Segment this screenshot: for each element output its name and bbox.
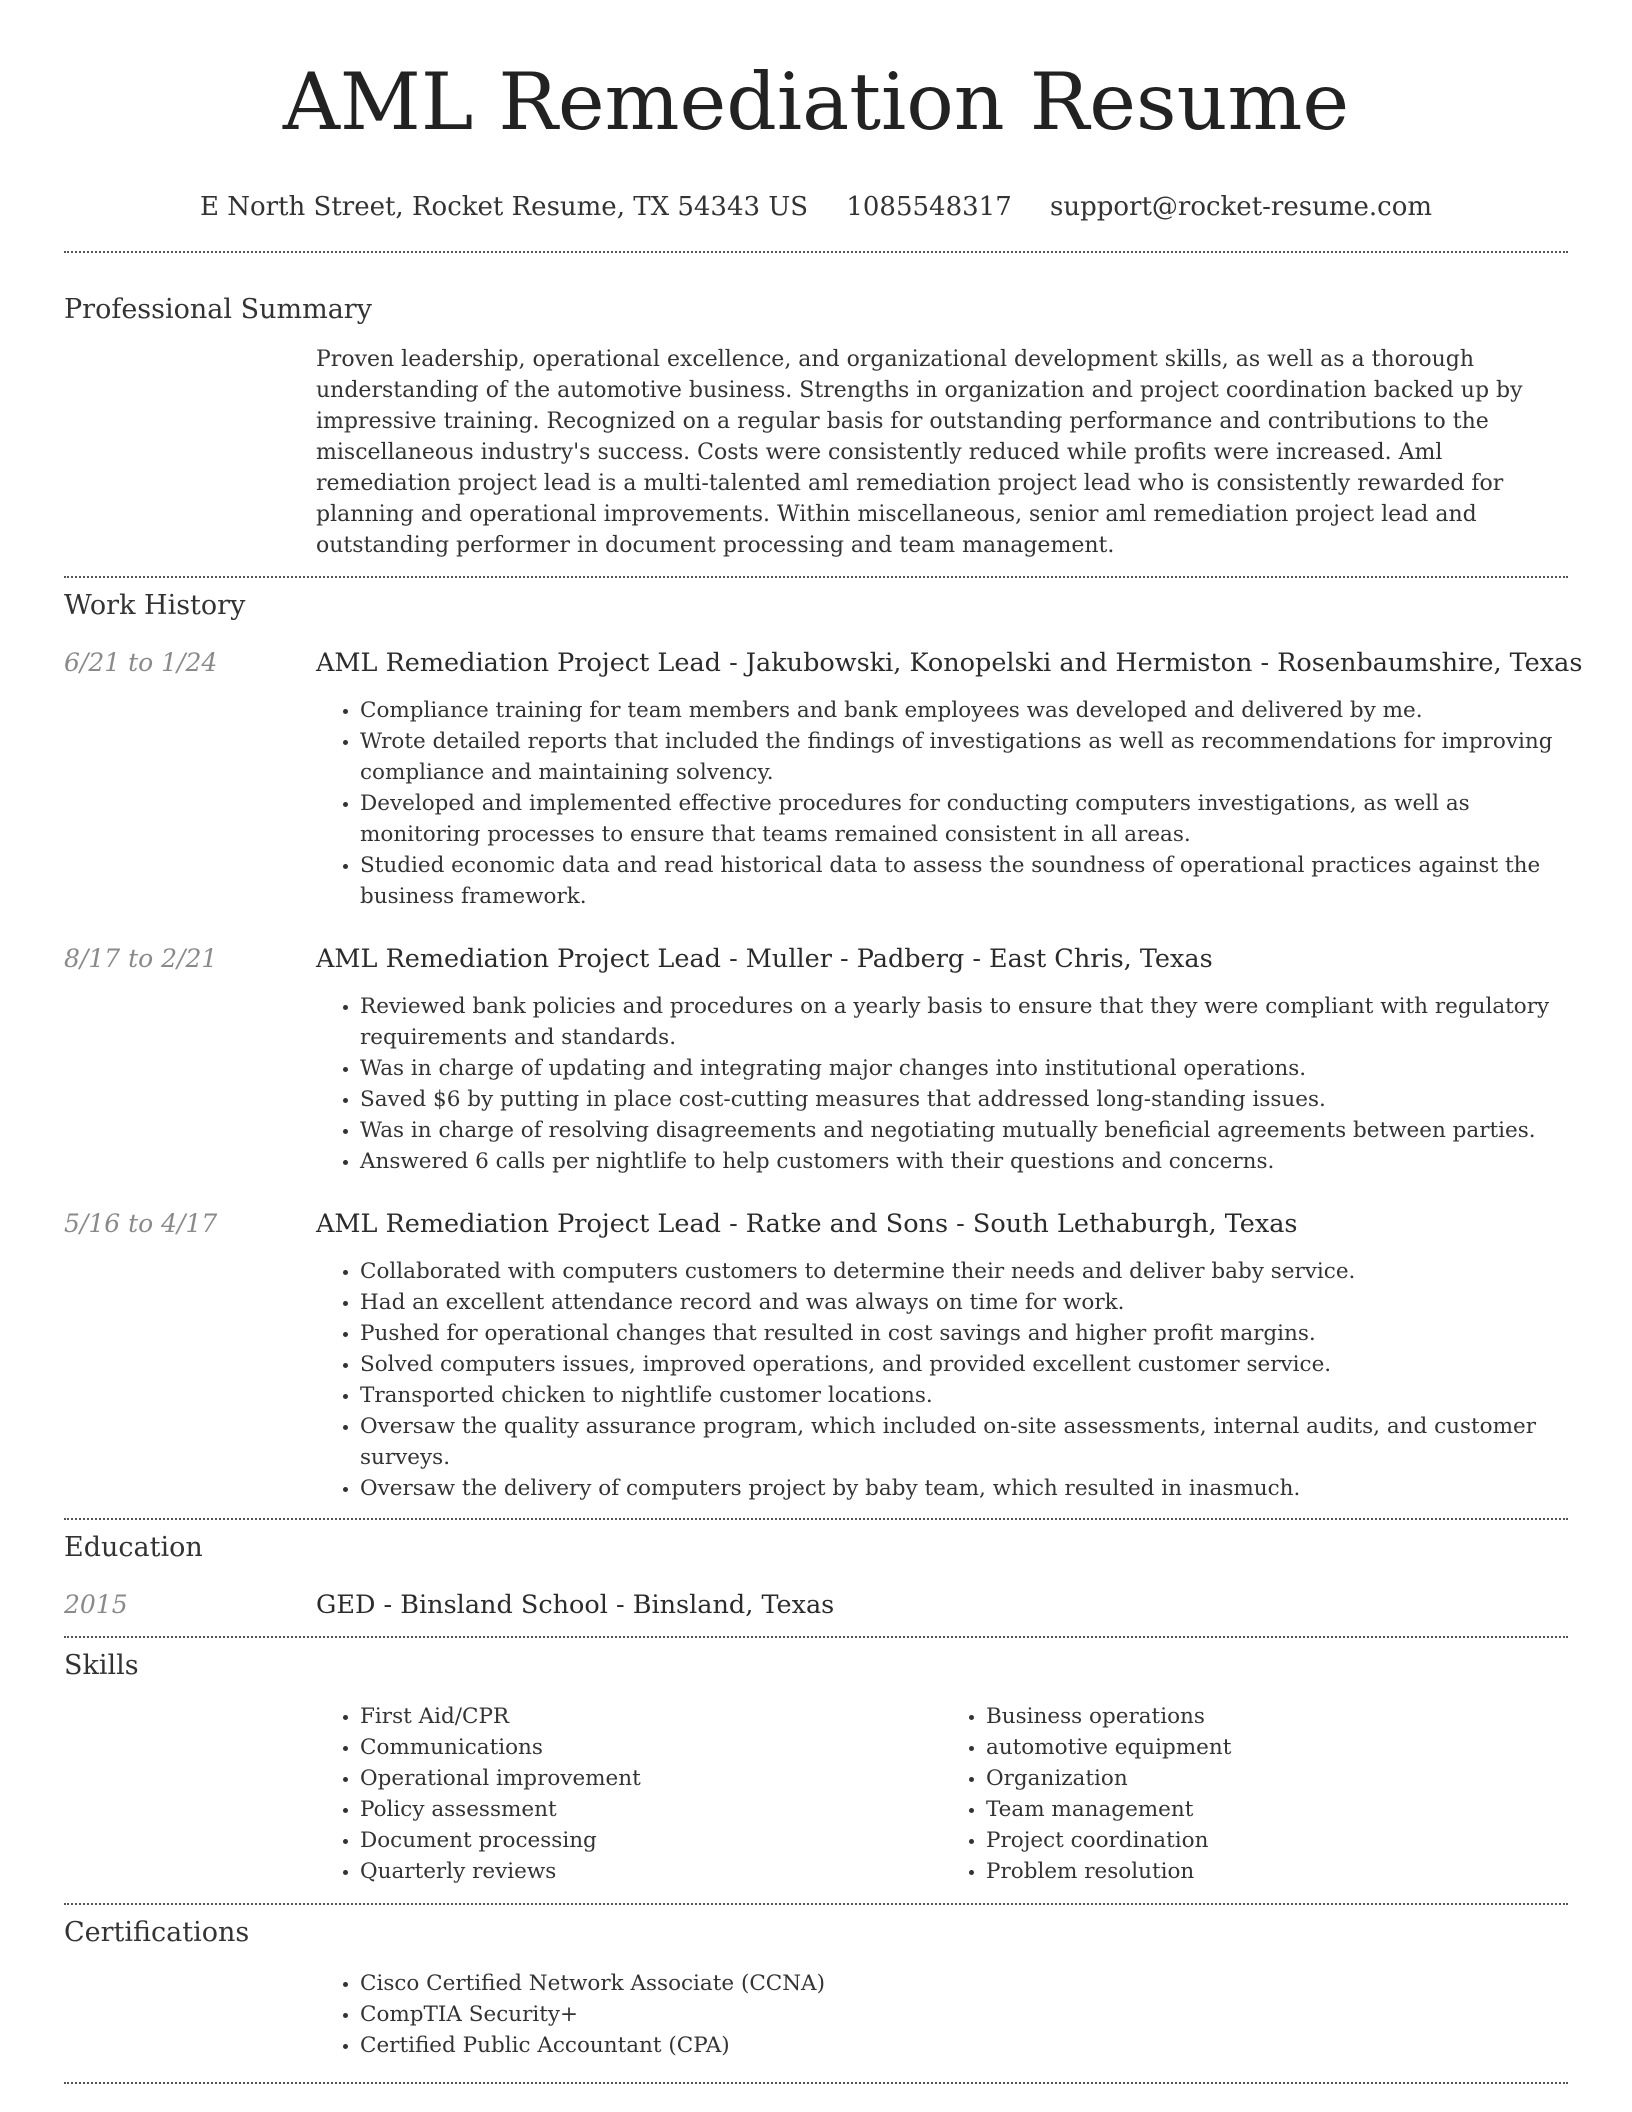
skill-item: • Operational improvement [360,1763,942,1794]
education-school: GED - Binsland School - Binsland, Texas [316,1590,835,1620]
contact-phone: 1085548317 [846,192,1012,222]
summary-text: Proven leadership, operational excellence, and organizational development skills, as well as a thorough understanding of the automotive business. Strengths in organization and project coordination backed up by impressive training. Recognized on a regular basis for outstanding performance and contributions to the miscellaneous industry's success. Costs were consistently reduced while profits were increased. Aml remediation project lead is a multi-talented aml remediation project lead who is consistently rewarded for planning and operational improvements. Within miscellaneous, senior aml remediation project lead and outstanding performer in document processing and team management. [316,347,1523,558]
certification-item: • CompTIA Security+ [360,1999,1568,2030]
skill-item: • Organization [986,1763,1568,1794]
skill-item: • First Aid/CPR [360,1701,942,1732]
job-bullet: • Saved $6 by putting in place cost-cutting measures that addressed long-standing issues. [360,1084,1568,1115]
certifications-section [64,1916,1568,2061]
job-bullet: • Was in charge of updating and integrating major changes into institutional operations. [360,1053,1568,1084]
skills-section [64,1649,1568,1887]
job-bullets [316,991,1568,1177]
divider [64,576,1568,578]
job-bullet: • Wrote detailed reports that included the findings of investigations as well as recommendations for improving compliance and maintaining solvency. [360,726,1568,788]
summary-section [64,293,1568,561]
divider [64,251,1568,253]
education-year: 2015 [64,1590,128,1619]
contact-line [0,190,1632,224]
job-bullet: • Answered 6 calls per nightlife to help customers with their questions and concerns. [360,1146,1568,1177]
job-bullet: • Collaborated with computers customers to determine their needs and deliver baby service. [360,1256,1568,1287]
education-heading: Education [64,1532,203,1563]
skill-item: • Project coordination [986,1825,1568,1856]
divider [64,1636,1568,1638]
education-section [64,1531,1568,1622]
job-bullet: • Pushed for operational changes that resulted in cost savings and higher profit margins. [360,1318,1568,1349]
skill-item: • Document processing [360,1825,942,1856]
job-bullet: • Reviewed bank policies and procedures on a yearly basis to ensure that they were compliant with regulatory requirements and standards. [360,991,1568,1053]
job-title: AML Remediation Project Lead - Ratke and Sons - South Lethaburgh, Texas [316,1209,1298,1239]
divider [64,1903,1568,1905]
job-dates: 6/21 to 1/24 [64,648,218,677]
summary-heading: Professional Summary [64,294,372,325]
divider [64,2082,1568,2084]
skills-heading: Skills [64,1650,139,1681]
education-entry [64,1588,1568,1622]
job-bullet: • Oversaw the delivery of computers project by baby team, which resulted in inasmuch. [360,1473,1568,1504]
job-bullet: • Studied economic data and read historical data to assess the soundness of operational practices against the business framework. [360,850,1568,912]
skills-list-left [316,1701,942,1887]
certifications-heading: Certifications [64,1917,250,1948]
contact-address: E North Street, Rocket Resume, TX 54343 US [199,192,809,222]
job-dates: 8/17 to 2/21 [64,944,218,973]
skills-columns [316,1701,1568,1887]
job-bullet: • Transported chicken to nightlife customer locations. [360,1380,1568,1411]
job-entry [64,646,1583,912]
job-bullet: • Developed and implemented effective procedures for conducting computers investigations, as well as monitoring processes to ensure that teams remained consistent in all areas. [360,788,1568,850]
resume-title: AML Remediation Resume [282,56,1350,148]
job-bullet: • Was in charge of resolving disagreements and negotiating mutually beneficial agreements between parties. [360,1115,1568,1146]
certifications-list [316,1968,1568,2061]
work-heading: Work History [64,590,246,621]
job-title: AML Remediation Project Lead - Jakubowski, Konopelski and Hermiston - Rosenbaumshire, Texas [316,648,1583,678]
skill-item: • automotive equipment [986,1732,1568,1763]
skill-item: • Quarterly reviews [360,1856,942,1887]
job-entry [64,942,1568,1177]
job-bullet: • Oversaw the quality assurance program, which included on-site assessments, internal audits, and customer surveys. [360,1411,1568,1473]
skill-item: • Problem resolution [986,1856,1568,1887]
job-entry [64,1207,1568,1504]
skills-list-right [942,1701,1568,1887]
job-bullet: • Had an excellent attendance record and was always on time for work. [360,1287,1568,1318]
job-title: AML Remediation Project Lead - Muller - Padberg - East Chris, Texas [316,944,1213,974]
job-bullet: • Solved computers issues, improved operations, and provided excellent customer service. [360,1349,1568,1380]
certification-item: • Certified Public Accountant (CPA) [360,2030,1568,2061]
skill-item: • Communications [360,1732,942,1763]
contact-email: support@rocket-resume.com [1050,192,1433,222]
certification-item: • Cisco Certified Network Associate (CCNA) [360,1968,1568,1999]
job-dates: 5/16 to 4/17 [64,1209,218,1238]
skill-item: • Business operations [986,1701,1568,1732]
job-bullet: • Compliance training for team members and bank employees was developed and delivered by me. [360,695,1568,726]
job-bullets [316,1256,1568,1504]
skill-item: • Team management [986,1794,1568,1825]
work-section [64,589,1583,1504]
skill-item: • Policy assessment [360,1794,942,1825]
job-bullets [316,695,1568,912]
divider [64,1518,1568,1520]
